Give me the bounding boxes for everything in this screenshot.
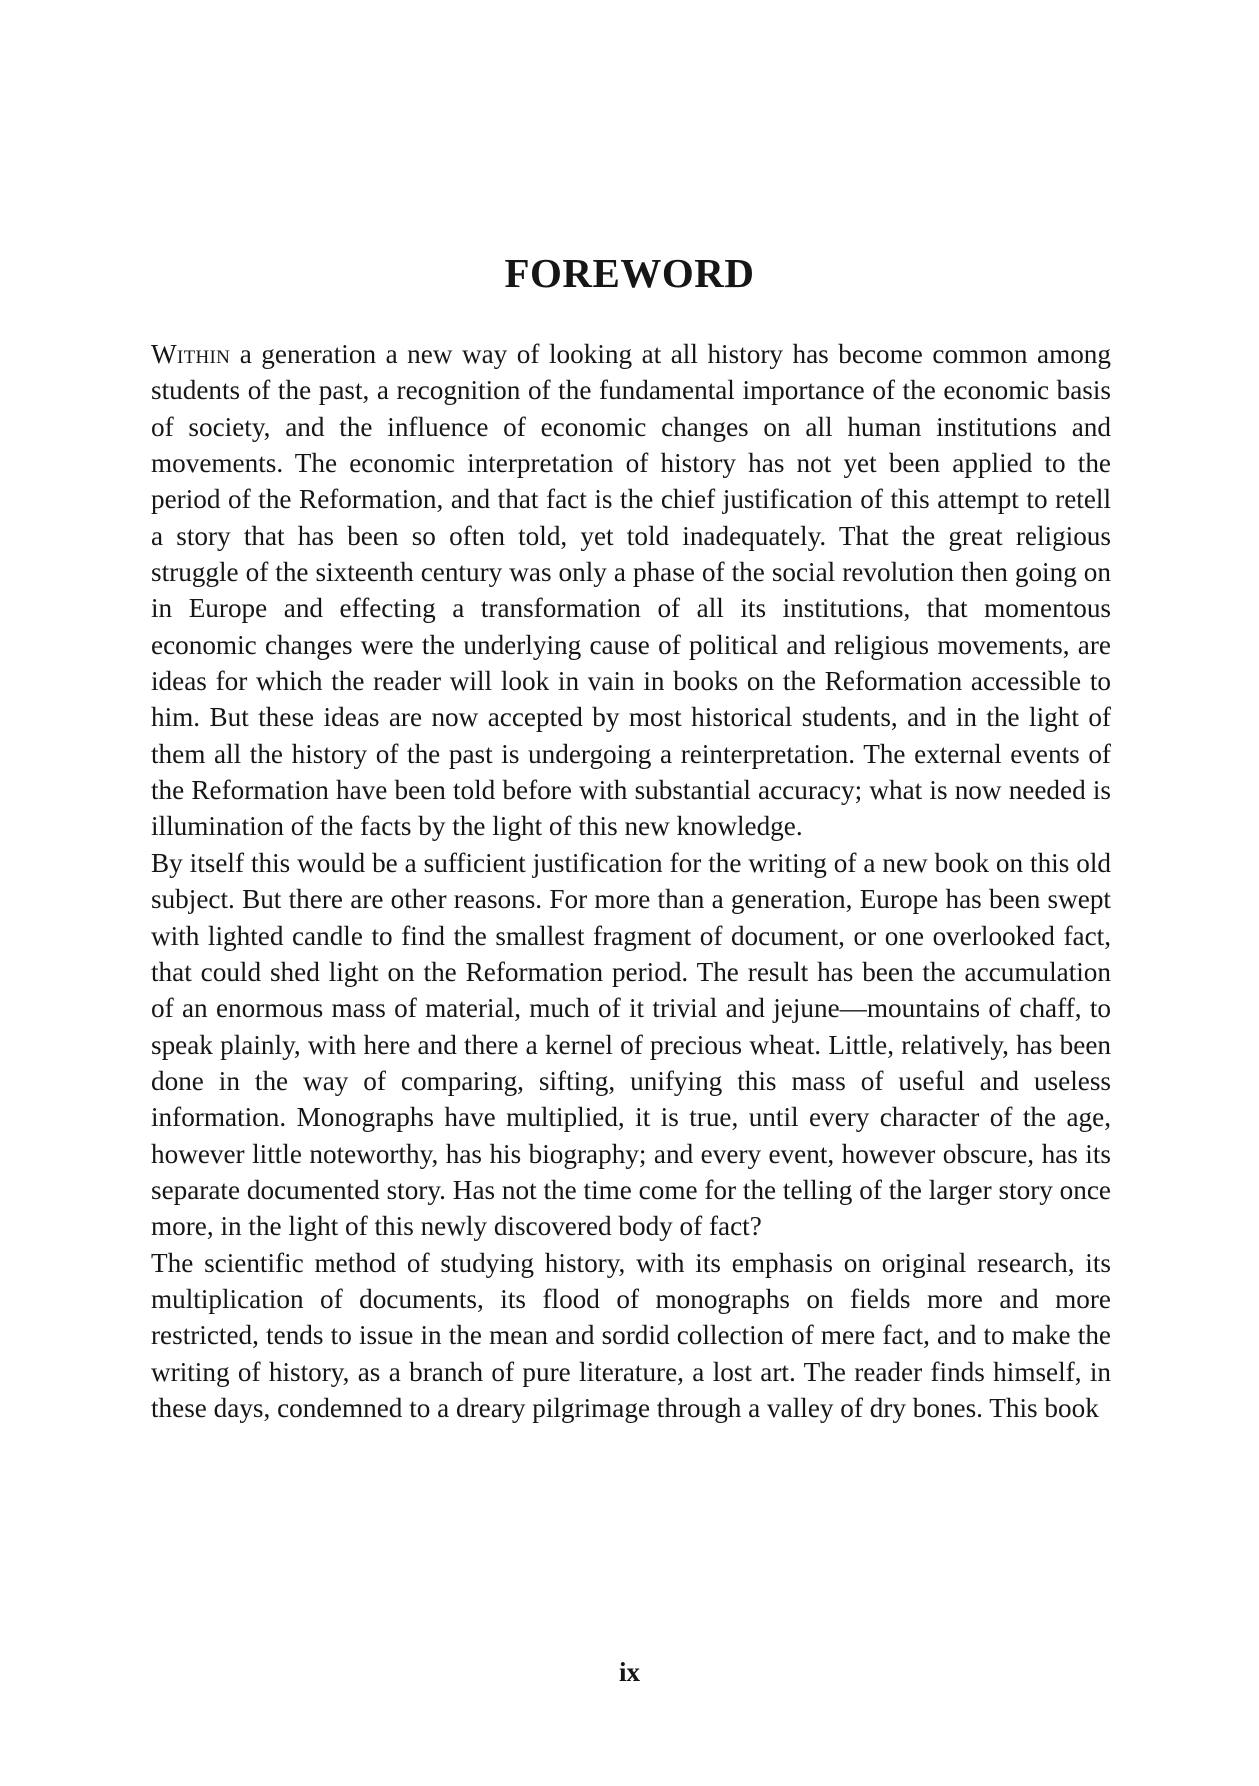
paragraph-3: The scientific method of studying history, with its emphasis on original research, its multiplication of documents, its flood of monographs on fields more and more restricted, tends to issue in the mean and sordid collection of mere fact, and to make the writing of history, as a branch of pure literature, a lost art. The reader finds himself, in these days, condemned to a dreary pilgrimage through a valley of dry bones. This book: [151, 1247, 1111, 1423]
paragraph-2: By itself this would be a sufficient justification for the writing of a new book on this old subject. But there are other reasons. For more than a generation, Europe has been swept with lighted candle to find the smallest fragment of document, or one overlooked fact, that could shed light on the Reformation period. The result has been the accumulation of an enormous mass of material, much of it trivial and jejune—mountains of chaff, to speak plainly, with here and there a kernel of precious wheat. Little, relatively, has been done in the way of comparing, sifting, unifying this mass of useful and useless information. Monographs have multiplied, it is true, until every character of the age, however little noteworthy, has his biography; and every event, however obscure, has its separate documented story. Has not the time come for the telling of the larger story once more, in the light of this newly discovered body of fact?: [151, 847, 1111, 1242]
body-text: [151, 336, 1111, 1426]
paragraph-lead-word: Within: [151, 339, 231, 369]
paragraph-1: [151, 336, 1111, 845]
page-number: ix: [618, 1657, 640, 1687]
paragraph-1-text: a generation a new way of looking at all history has become common among students of the past, a recognition of the fundamental importance of the economic basis of society, and the influence of economic changes on all human institutions and movements. The economic interpretation of history has not yet been applied to the period of the Reformation, and that fact is the chief justification of this attempt to retell a story that has been so often told, yet told inadequately. That the great religious struggle of the sixteenth century was only a phase of the social revolution then going on in Europe and effecting a transformation of all its institutions, that momentous economic changes were the underlying cause of political and religious movements, are ideas for which the reader will look in vain in books on the Reformation accessible to him. But these ideas are now accepted by most historical students, and in the light of them all the history of the past is undergoing a reinterpretation. The external events of the Reformation have been told before with substantial accuracy; what is now needed is illumination of the facts by the light of this new knowledge.: [151, 339, 1111, 842]
page-title: FOREWORD: [504, 250, 755, 296]
